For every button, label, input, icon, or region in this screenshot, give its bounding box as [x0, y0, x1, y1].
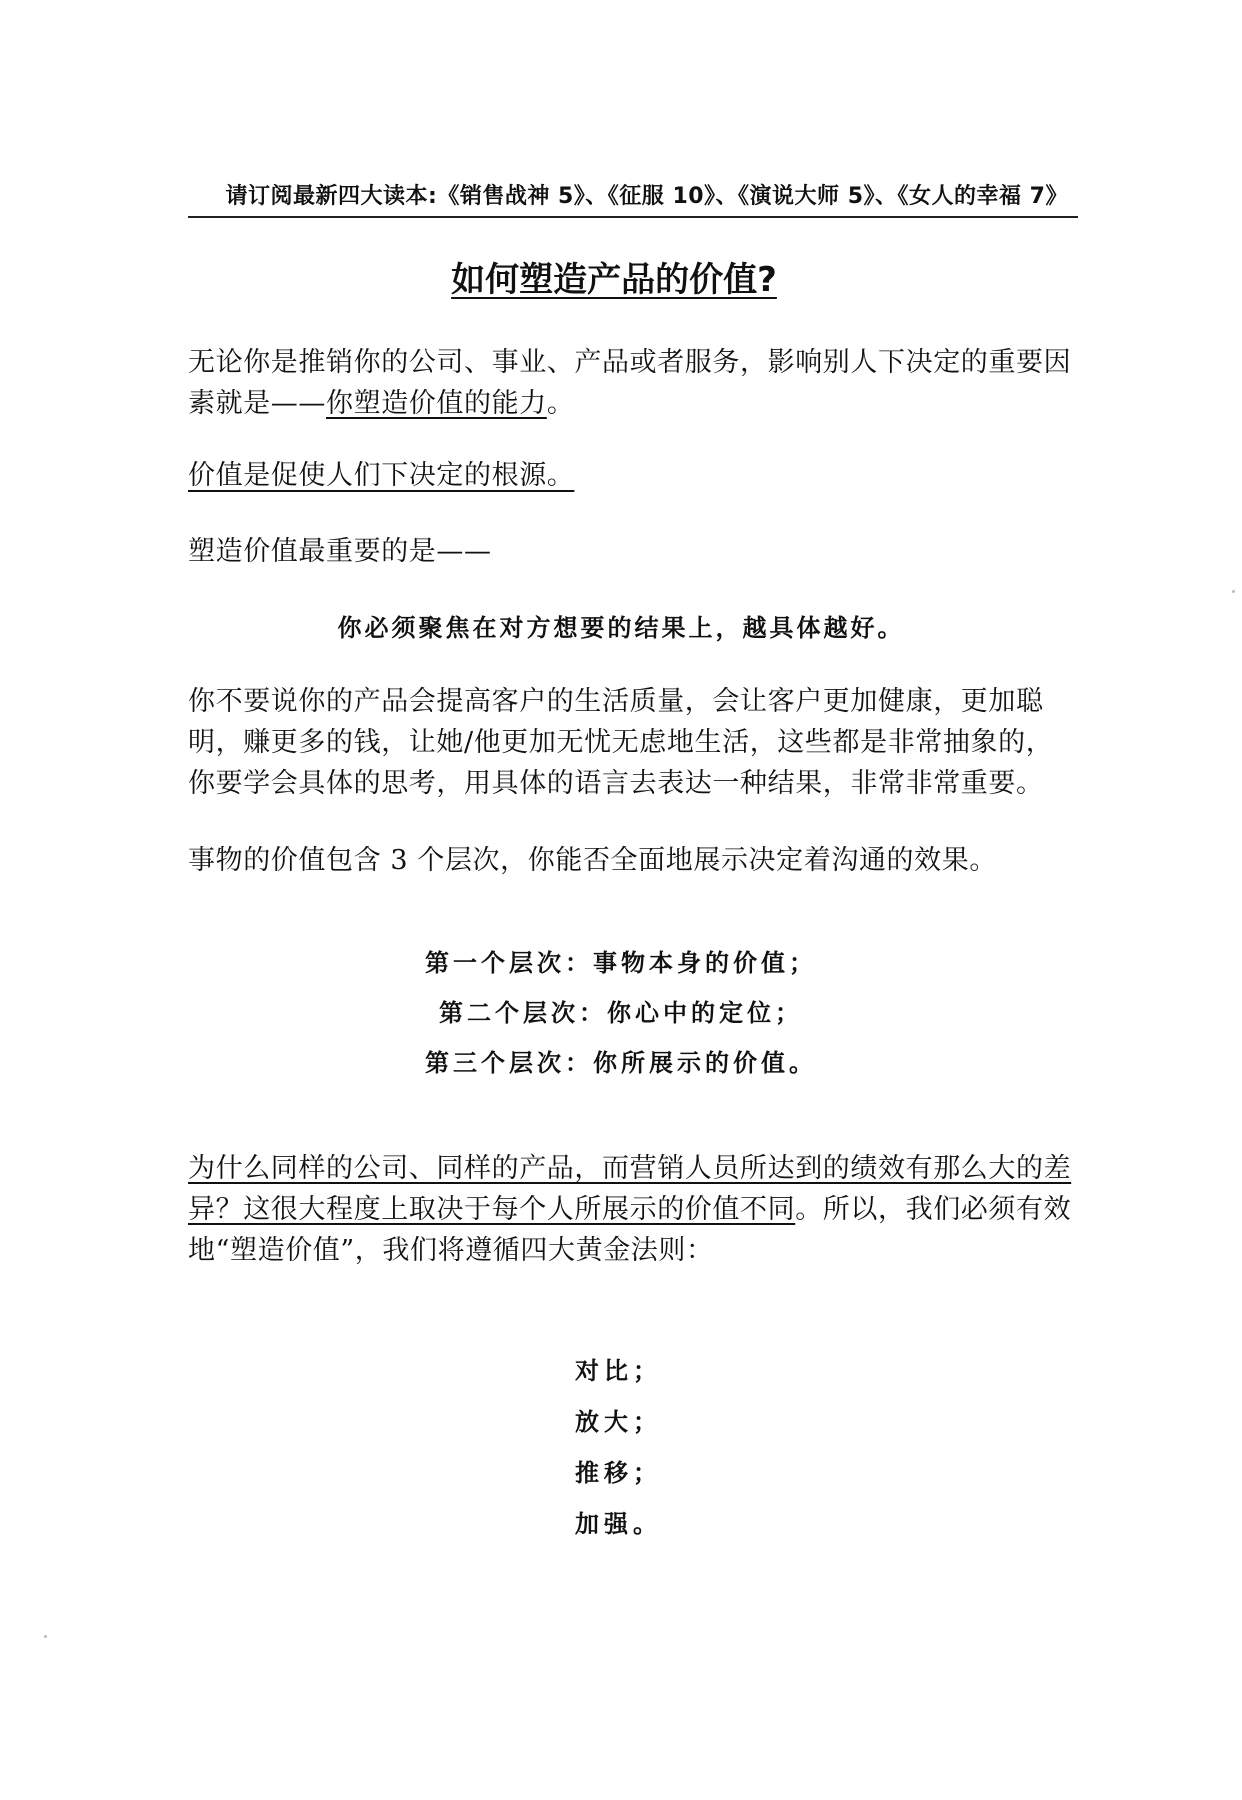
- golden-rule-item: 加强。: [575, 1509, 662, 1538]
- golden-rule-item: 推移；: [575, 1458, 662, 1487]
- page-title-text: 如何塑造产品的价值?: [451, 260, 777, 300]
- intro-paragraph-text: 无论你是推销你的公司、事业、产品或者服务，影响别人下决定的重要因素就是——: [188, 347, 1072, 419]
- abstract-paragraph: 你不要说你的产品会提高客户的生活质量，会让客户更加健康，更加聪明，赚更多的钱，让她/他更加无忧无虑地生活，这些都是非常抽象的，你要学会具体的思考，用具体的语言去表达一种结果，非常非常重要。: [188, 686, 1054, 799]
- value-level-item: 第一个层次：事物本身的价值；: [425, 948, 817, 977]
- golden-rules-list: [575, 1345, 662, 1549]
- golden-rule-item: 放大；: [575, 1407, 662, 1436]
- levels-intro-paragraph: 事物的价值包含 3 个层次，你能否全面地展示决定着沟通的效果。: [188, 845, 997, 876]
- intro-paragraph: [188, 342, 1078, 424]
- scan-speck: [1232, 590, 1235, 593]
- subscription-header: 请订阅最新四大读本:《销售战神 5》、《征服 10》、《演说大师 5》、《女人的幸福 7》: [225, 184, 1068, 209]
- performance-paragraph-text: 。所以，我们必须有效地“塑造价值”，我们将遵循四大黄金法则：: [188, 1194, 1072, 1266]
- scan-speck: [44, 1635, 47, 1638]
- intro-paragraph-emphasis: 你塑造价值的能力: [326, 388, 547, 419]
- key-statement-text: 价值是促使人们下决定的根源。: [188, 460, 575, 491]
- key-statement: [188, 455, 1078, 496]
- golden-rule-item: 对比；: [575, 1356, 662, 1385]
- performance-paragraph: [188, 1148, 1078, 1271]
- page-title: [0, 258, 1242, 302]
- intro-line: 塑造价值最重要的是——: [188, 536, 492, 567]
- header-rule: [188, 216, 1078, 218]
- value-level-item: 第二个层次：你心中的定位；: [439, 998, 803, 1027]
- performance-paragraph-emphasis: 为什么同样的公司、同样的产品，而营销人员所达到的绩效有那么大的差异？这很大程度上取决于每个人所展示的价值不同: [188, 1153, 1072, 1225]
- focus-statement: 你必须聚焦在对方想要的结果上，越具体越好。: [337, 613, 905, 642]
- intro-paragraph-end: 。: [546, 388, 575, 419]
- value-level-item: 第三个层次：你所展示的价值。: [425, 1048, 817, 1077]
- value-levels-list: [0, 938, 1242, 1088]
